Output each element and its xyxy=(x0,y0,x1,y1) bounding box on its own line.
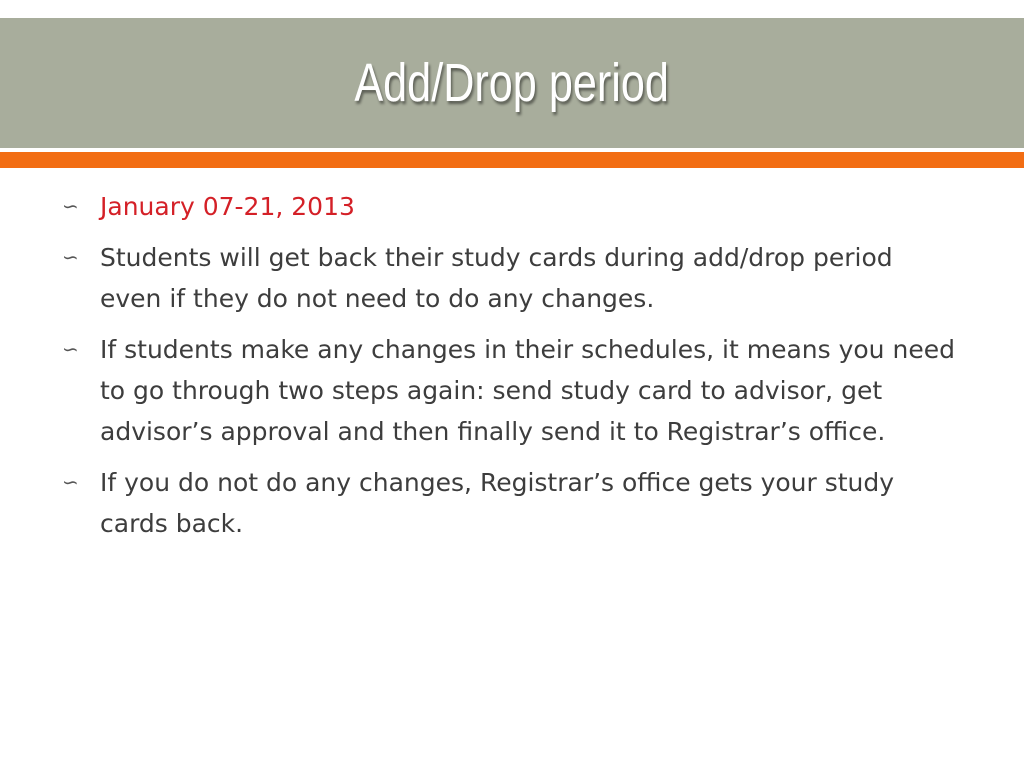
bullet-text: If students make any changes in their schedules, it means you need to go through two steps again: send study card to advisor, get advisor’s approval and then finally send it to Registrar’s office. xyxy=(100,335,955,446)
slide-title: Add/Drop period xyxy=(354,53,670,113)
title-band xyxy=(0,18,1024,148)
bullet-item-schedule-changes xyxy=(60,329,960,452)
bullet-item-no-changes xyxy=(60,462,960,544)
bullet-marker-icon: ∽ xyxy=(62,245,79,269)
bullet-marker-icon: ∽ xyxy=(62,337,79,361)
bullet-text: If you do not do any changes, Registrar’s office gets your study cards back. xyxy=(100,468,895,538)
bullet-text: January 07-21, 2013 xyxy=(100,192,355,221)
bullet-list xyxy=(60,186,960,554)
bullet-item-study-cards xyxy=(60,237,960,319)
bullet-text: Students will get back their study cards during add/drop period even if they do not need to do any changes. xyxy=(100,243,893,313)
bullet-marker-icon: ∽ xyxy=(62,194,79,218)
bullet-marker-icon: ∽ xyxy=(62,470,79,494)
orange-accent-bar xyxy=(0,152,1024,168)
bullet-item-date xyxy=(60,186,960,227)
